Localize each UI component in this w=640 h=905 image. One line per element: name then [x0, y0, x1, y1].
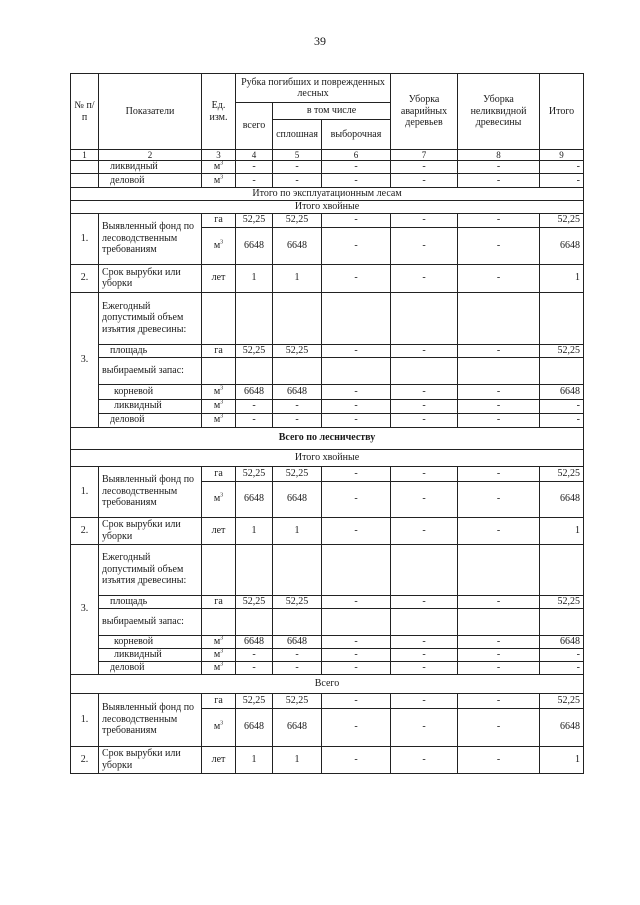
item-number: 3.: [71, 544, 99, 674]
row-label: Срок вырубки или уборки: [99, 264, 202, 292]
value-cell: 52,25: [273, 466, 322, 481]
value-cell: -: [236, 661, 273, 674]
unit-cell: га: [202, 344, 236, 357]
value-cell: -: [236, 174, 273, 188]
value-cell: -: [540, 161, 584, 174]
unit-cell: га: [202, 595, 236, 608]
item-number: 1.: [71, 466, 99, 517]
value-cell: 1: [273, 746, 322, 773]
value-cell: -: [540, 174, 584, 188]
row-label: деловой: [99, 661, 202, 674]
value-cell: 52,25: [540, 466, 584, 481]
value-cell: -: [322, 648, 391, 661]
value-cell: -: [458, 648, 540, 661]
row-label: Выявленный фонд по лесоводственным требованиям: [99, 213, 202, 264]
table-row: [71, 399, 584, 413]
value-cell: 6648: [236, 635, 273, 648]
value-cell: -: [540, 661, 584, 674]
header-unit: Ед. изм.: [202, 74, 236, 150]
value-cell: 6648: [236, 384, 273, 399]
col-number: 8: [458, 150, 540, 161]
col-number: 5: [273, 150, 322, 161]
row-label: деловой: [99, 174, 202, 188]
value-cell: -: [458, 661, 540, 674]
row-label: Срок вырубки или уборки: [99, 517, 202, 544]
value-cell: 6648: [273, 708, 322, 746]
row-label: Срок вырубки или уборки: [99, 746, 202, 773]
row-label: площадь: [99, 344, 202, 357]
row-label: Выявленный фонд по лесоводственным требованиям: [99, 693, 202, 746]
header-num: № п/п: [71, 74, 99, 150]
value-cell: -: [391, 413, 458, 427]
section-title: Всего: [71, 674, 584, 693]
value-cell: -: [391, 595, 458, 608]
table-row: [71, 264, 584, 292]
unit-cell: га: [202, 466, 236, 481]
item-number: 1.: [71, 213, 99, 264]
unit-cell: лет: [202, 517, 236, 544]
value-cell: 52,25: [273, 213, 322, 227]
value-cell: -: [273, 661, 322, 674]
value-cell: -: [322, 661, 391, 674]
value-cell: -: [540, 413, 584, 427]
row-label: деловой: [99, 413, 202, 427]
value-cell: 1: [273, 517, 322, 544]
table-row: [71, 746, 584, 773]
value-cell: -: [322, 635, 391, 648]
value-cell: -: [322, 174, 391, 188]
table-row: [71, 357, 584, 384]
unit-cell: $м^3$: [202, 648, 236, 661]
forest-cutting-table: [70, 73, 584, 774]
value-cell: -: [458, 708, 540, 746]
value-cell: 52,25: [273, 344, 322, 357]
value-cell: 52,25: [540, 213, 584, 227]
value-cell: -: [322, 708, 391, 746]
value-cell: -: [458, 213, 540, 227]
value-cell: 52,25: [273, 595, 322, 608]
unit-cell: $м^3$: [202, 413, 236, 427]
table-row: [71, 635, 584, 648]
unit-cell: $м^3$: [202, 661, 236, 674]
value-cell: -: [391, 399, 458, 413]
header-indicator: Показатели: [99, 74, 202, 150]
value-cell: -: [273, 174, 322, 188]
table-row: [71, 648, 584, 661]
value-cell: -: [458, 344, 540, 357]
value-cell: -: [391, 384, 458, 399]
header-illiquid: Уборка неликвидной древесины: [458, 74, 540, 150]
value-cell: -: [236, 648, 273, 661]
row-label: корневой: [99, 384, 202, 399]
value-cell: -: [391, 174, 458, 188]
value-cell: -: [322, 384, 391, 399]
value-cell: 6648: [540, 227, 584, 264]
col-number: 7: [391, 150, 458, 161]
value-cell: 1: [540, 746, 584, 773]
col-number: 2: [99, 150, 202, 161]
value-cell: -: [458, 384, 540, 399]
table-row: [71, 292, 584, 344]
value-cell: -: [458, 517, 540, 544]
value-cell: 1: [273, 264, 322, 292]
header-cutting: Рубка погибших и поврежденных лесных: [236, 74, 391, 103]
value-cell: 6648: [540, 635, 584, 648]
value-cell: -: [322, 466, 391, 481]
value-cell: -: [458, 481, 540, 517]
unit-cell: $м^3$: [202, 227, 236, 264]
value-cell: -: [391, 661, 458, 674]
value-cell: -: [458, 399, 540, 413]
value-cell: -: [540, 648, 584, 661]
value-cell: -: [273, 399, 322, 413]
row-label: ликвидный: [99, 648, 202, 661]
section-title: Итого по эксплуатационным лесам: [71, 188, 584, 201]
header-itogo: Итого: [540, 74, 584, 150]
value-cell: 6648: [273, 635, 322, 648]
value-cell: -: [322, 399, 391, 413]
value-cell: -: [391, 746, 458, 773]
unit-cell: лет: [202, 264, 236, 292]
value-cell: 52,25: [236, 344, 273, 357]
table-row: [71, 413, 584, 427]
value-cell: 6648: [236, 227, 273, 264]
unit-cell: $м^3$: [202, 481, 236, 517]
row-label: площадь: [99, 595, 202, 608]
value-cell: -: [322, 746, 391, 773]
value-cell: -: [322, 595, 391, 608]
table-row: [71, 466, 584, 481]
header-emergency: Уборка аварийных деревьев: [391, 74, 458, 150]
value-cell: 52,25: [540, 693, 584, 708]
value-cell: -: [391, 708, 458, 746]
value-cell: 52,25: [540, 344, 584, 357]
value-cell: -: [391, 344, 458, 357]
item-number: 2.: [71, 264, 99, 292]
page-number: 39: [314, 34, 326, 48]
value-cell: -: [236, 399, 273, 413]
value-cell: -: [458, 227, 540, 264]
value-cell: -: [391, 693, 458, 708]
unit-cell: лет: [202, 746, 236, 773]
col-number: 9: [540, 150, 584, 161]
value-cell: -: [273, 161, 322, 174]
unit-cell: $м^3$: [202, 708, 236, 746]
value-cell: 1: [236, 746, 273, 773]
value-cell: -: [391, 213, 458, 227]
col-number: 1: [71, 150, 99, 161]
row-label: Ежегодный допустимый объем изъятия древесины:: [99, 544, 202, 595]
section-subtitle: Итого хвойные: [71, 449, 584, 466]
col-number: 4: [236, 150, 273, 161]
table-row: [71, 595, 584, 608]
table-row: [71, 661, 584, 674]
value-cell: -: [322, 213, 391, 227]
value-cell: -: [391, 227, 458, 264]
value-cell: -: [458, 595, 540, 608]
row-label: Выявленный фонд по лесоводственным требованиям: [99, 466, 202, 517]
value-cell: -: [322, 161, 391, 174]
value-cell: 52,25: [273, 693, 322, 708]
value-cell: 52,25: [236, 595, 273, 608]
value-cell: 6648: [273, 227, 322, 264]
value-cell: -: [236, 413, 273, 427]
table-row: [71, 161, 584, 174]
value-cell: -: [458, 413, 540, 427]
header-including: в том числе: [273, 103, 391, 120]
row-label: ликвидный: [99, 399, 202, 413]
table-row: [71, 608, 584, 635]
value-cell: 52,25: [236, 213, 273, 227]
col-number: 6: [322, 150, 391, 161]
table-row: [71, 384, 584, 399]
value-cell: -: [458, 635, 540, 648]
value-cell: -: [391, 481, 458, 517]
table-row: [71, 544, 584, 595]
col-number: 3: [202, 150, 236, 161]
value-cell: -: [458, 693, 540, 708]
value-cell: 52,25: [236, 693, 273, 708]
unit-cell: $м^3$: [202, 384, 236, 399]
value-cell: -: [391, 635, 458, 648]
value-cell: -: [458, 264, 540, 292]
value-cell: 6648: [540, 384, 584, 399]
value-cell: -: [458, 174, 540, 188]
item-number: 2.: [71, 746, 99, 773]
row-label: выбираемый запас:: [99, 357, 202, 384]
item-number: 1.: [71, 693, 99, 746]
value-cell: -: [540, 399, 584, 413]
table-row: [71, 174, 584, 188]
header-selective: выборочная: [322, 120, 391, 150]
unit-cell: $м^3$: [202, 635, 236, 648]
unit-cell: $м^3$: [202, 161, 236, 174]
value-cell: -: [236, 161, 273, 174]
value-cell: -: [322, 517, 391, 544]
value-cell: 1: [236, 264, 273, 292]
header-total: всего: [236, 103, 273, 150]
value-cell: 6648: [236, 708, 273, 746]
table-row: [71, 213, 584, 227]
value-cell: 52,25: [236, 466, 273, 481]
value-cell: -: [391, 161, 458, 174]
value-cell: -: [273, 413, 322, 427]
item-number: 2.: [71, 517, 99, 544]
value-cell: -: [458, 161, 540, 174]
value-cell: -: [322, 693, 391, 708]
value-cell: -: [322, 481, 391, 517]
row-label: Ежегодный допустимый объем изъятия древесины:: [99, 292, 202, 344]
value-cell: 1: [236, 517, 273, 544]
row-label: выбираемый запас:: [99, 608, 202, 635]
table-row: [71, 693, 584, 708]
value-cell: -: [391, 517, 458, 544]
unit-cell: га: [202, 693, 236, 708]
value-cell: 1: [540, 517, 584, 544]
value-cell: 6648: [273, 481, 322, 517]
section-subtitle: Итого хвойные: [71, 200, 584, 213]
value-cell: 6648: [540, 708, 584, 746]
row-label: ликвидный: [99, 161, 202, 174]
value-cell: 6648: [540, 481, 584, 517]
value-cell: 52,25: [540, 595, 584, 608]
value-cell: 6648: [236, 481, 273, 517]
value-cell: 6648: [273, 384, 322, 399]
row-label: корневой: [99, 635, 202, 648]
item-number: 3.: [71, 292, 99, 427]
header-clear: сплошная: [273, 120, 322, 150]
section-title: Всего по лесничеству: [71, 427, 584, 449]
unit-cell: $м^3$: [202, 399, 236, 413]
value-cell: -: [391, 264, 458, 292]
table-row: [71, 517, 584, 544]
value-cell: 1: [540, 264, 584, 292]
unit-cell: га: [202, 213, 236, 227]
value-cell: -: [322, 227, 391, 264]
table-row: [71, 344, 584, 357]
value-cell: -: [322, 344, 391, 357]
unit-cell: $м^3$: [202, 174, 236, 188]
value-cell: -: [273, 648, 322, 661]
value-cell: -: [322, 413, 391, 427]
value-cell: -: [322, 264, 391, 292]
value-cell: -: [391, 648, 458, 661]
value-cell: -: [458, 466, 540, 481]
value-cell: -: [458, 746, 540, 773]
value-cell: -: [391, 466, 458, 481]
